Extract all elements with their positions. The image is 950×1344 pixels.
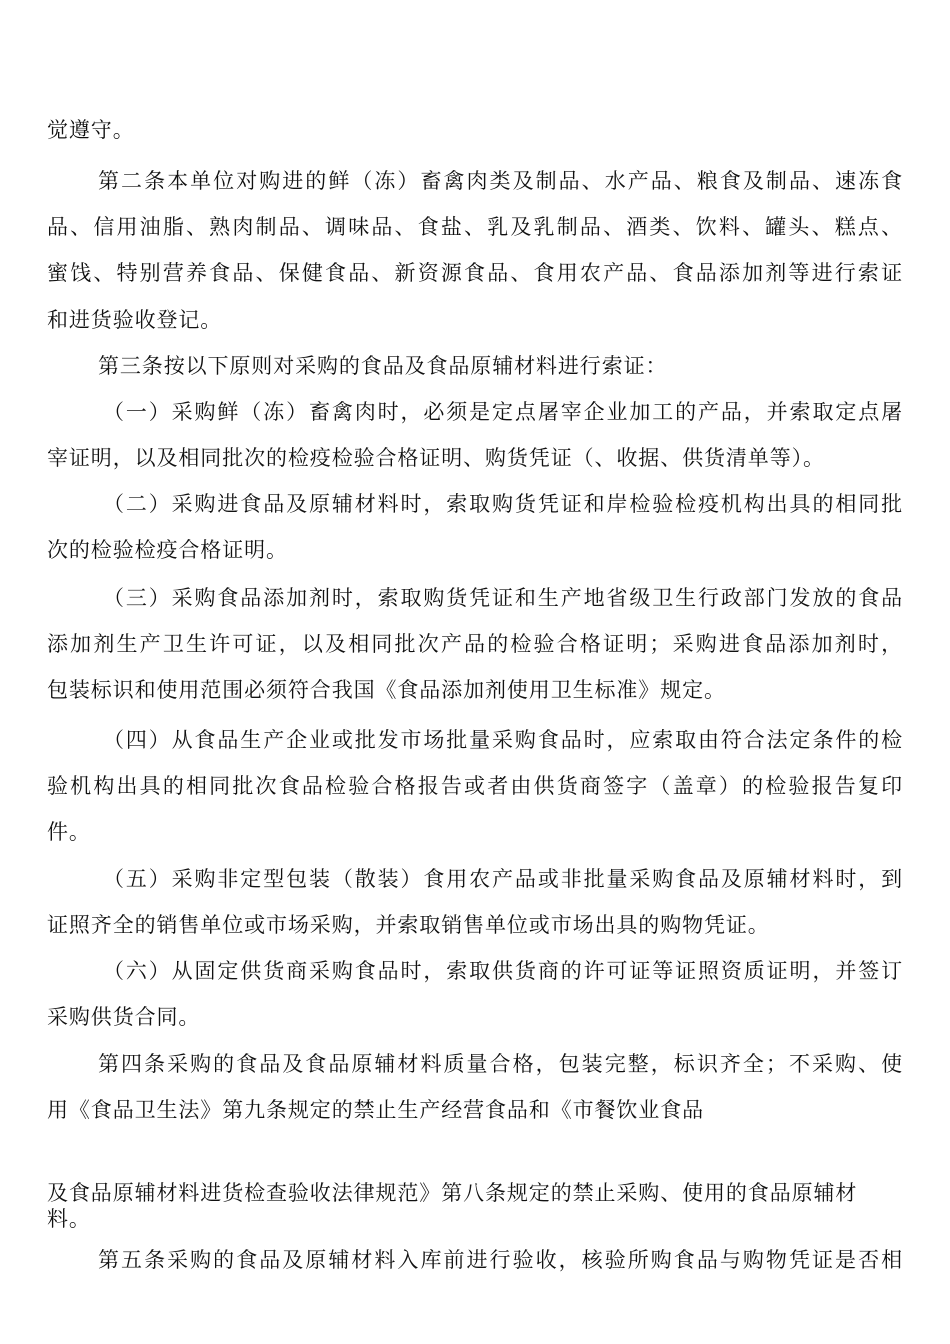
text-line: 宰证明，以及相同批次的检疫检验合格证明、购货凭证（、收据、供货清单等）。 xyxy=(47,446,825,470)
text-line: 用《食品卫生法》第九条规定的禁止生产经营食品和《市餐饮业食品 xyxy=(47,1098,704,1122)
text-line: 件。 xyxy=(47,820,91,844)
text-line: 采购供货合同。 xyxy=(47,1005,201,1029)
text-line: 觉遵守。 xyxy=(47,118,135,142)
text-line: 及食品原辅材料进货检查验收法律规范》第八条规定的禁止采购、使用的食品原辅材 xyxy=(47,1181,858,1205)
text-line: （二）采购进食品及原辅材料时，索取购货凭证和岸检验检疫机构出具的相同批 xyxy=(103,492,903,516)
text-line: 料。 xyxy=(47,1207,91,1231)
text-line: （三）采购食品添加剂时，索取购货凭证和生产地省级卫生行政部门发放的食品 xyxy=(103,586,903,610)
text-line: 证照齐全的销售单位或市场采购，并索取销售单位或市场出具的购物凭证。 xyxy=(47,913,770,937)
text-line: 蜜饯、特别营养食品、保健食品、新资源食品、食用农产品、食品添加剂等进行索证 xyxy=(47,261,903,285)
text-line: （四）从食品生产企业或批发市场批量采购食品时，应索取由符合法定条件的检 xyxy=(103,728,903,752)
text-line: 包装标识和使用范围必须符合我国《食品添加剂使用卫生标准》规定。 xyxy=(47,678,726,702)
text-line: 和进货验收登记。 xyxy=(47,308,223,332)
text-line: （一）采购鲜（冻）畜禽肉时，必须是定点屠宰企业加工的产品，并索取定点屠 xyxy=(103,400,903,424)
text-line: （五）采购非定型包装（散装）食用农产品或非批量采购食品及原辅材料时，到 xyxy=(103,867,903,891)
text-line: 第二条本单位对购进的鲜（冻）畜禽肉类及制品、水产品、粮食及制品、速冻食 xyxy=(98,169,903,193)
text-line: 第五条采购的食品及原辅材料入库前进行验收，核验所购食品与购物凭证是否相 xyxy=(98,1248,903,1272)
text-line: 第三条按以下原则对采购的食品及食品原辅材料进行索证： xyxy=(98,354,668,378)
text-line: 品、信用油脂、熟肉制品、调味品、食盐、乳及乳制品、酒类、饮料、罐头、糕点、 xyxy=(47,215,903,239)
text-line: 添加剂生产卫生许可证，以及相同批次产品的检验合格证明；采购进食品添加剂时， xyxy=(47,632,903,656)
text-line: （六）从固定供货商采购食品时，索取供货商的许可证等证照资质证明，并签订 xyxy=(103,959,903,983)
text-line: 第四条采购的食品及食品原辅材料质量合格，包装完整，标识齐全；不采购、使 xyxy=(98,1052,903,1076)
text-line: 次的检验检疫合格证明。 xyxy=(47,538,288,562)
text-line: 验机构出具的相同批次食品检验合格报告或者由供货商签字（盖章）的检验报告复印 xyxy=(47,774,903,798)
